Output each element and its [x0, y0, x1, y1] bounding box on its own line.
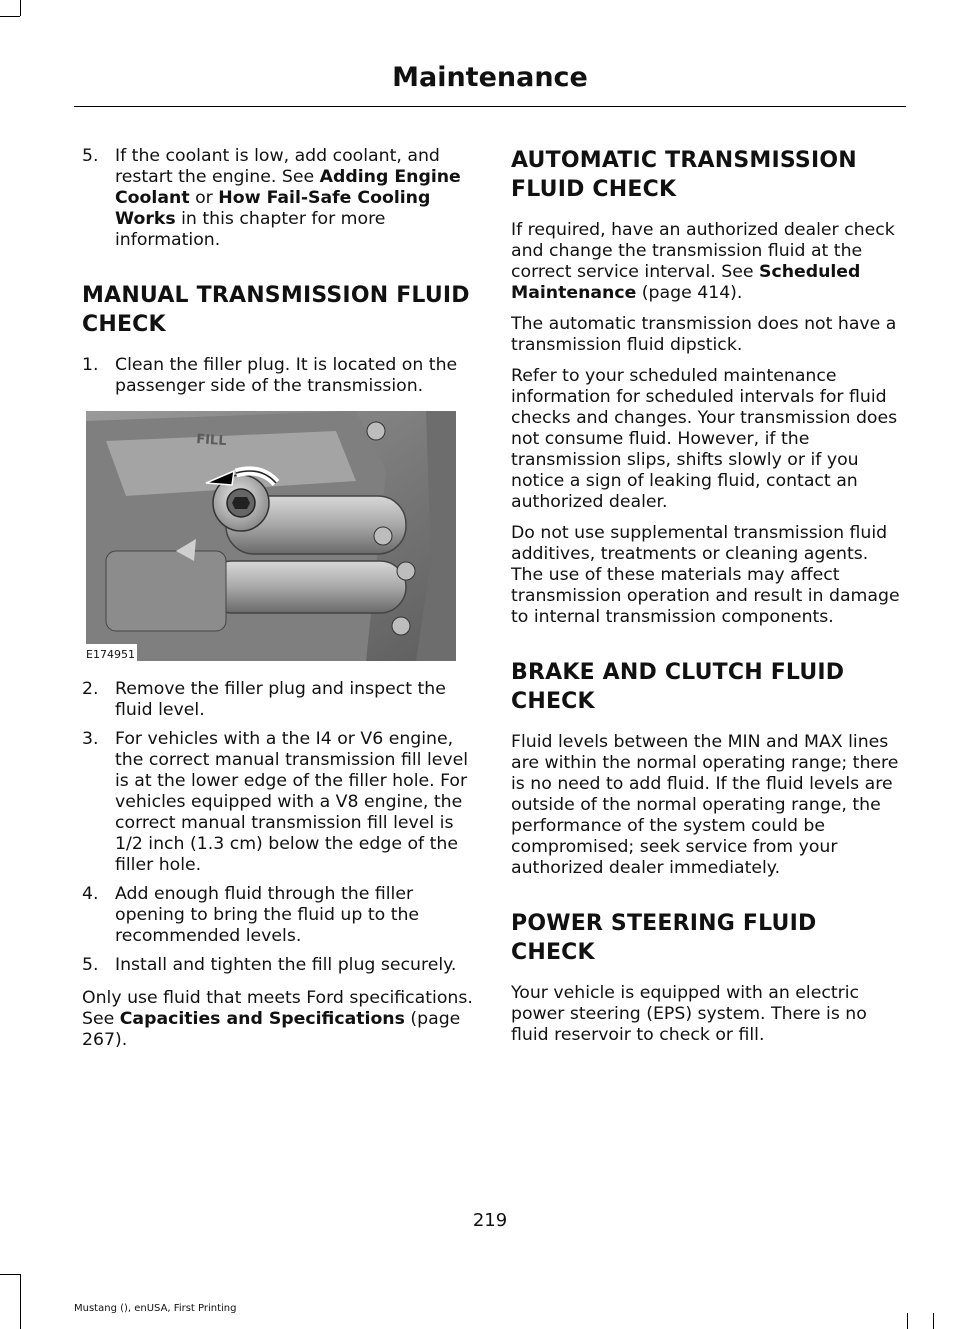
item-text: If the coolant is low, add coolant, and restart the engine. See [115, 146, 440, 187]
item-text: in this chapter for more information. [115, 209, 386, 250]
list-item [82, 146, 474, 251]
filler-plug-illustration [86, 411, 456, 661]
link-fail-safe-cooling[interactable]: How Fail-Safe Cooling Works [115, 188, 431, 229]
item-text: Remove the filler plug and inspect the fluid level. [115, 679, 446, 720]
fluid-note [82, 988, 474, 1051]
crop-mark [0, 16, 20, 17]
header-divider [74, 106, 906, 107]
section-heading-power-steering: POWER STEERING FLUID CHECK [511, 911, 817, 965]
figure-code: E174951 [84, 644, 137, 665]
right-column [511, 146, 905, 1056]
list-number: 1. [82, 355, 99, 375]
section-heading-brake-clutch: BRAKE AND CLUTCH FLUID CHECK [511, 660, 845, 714]
list-number: 5. [82, 146, 99, 166]
item-text: Install and tighten the fill plug securely. [115, 955, 457, 975]
paragraph: Do not use supplemental transmission fluid additives, treatments or cleaning agents. The use of these materials may affect transmission operation and result in damage to internal transmission components. [511, 523, 900, 627]
paragraph-text: (page 414). [636, 283, 743, 303]
page-title: Maintenance [392, 62, 588, 93]
link-capacities-specifications[interactable]: Capacities and Specifications [119, 1009, 405, 1029]
list-item [82, 355, 474, 397]
crop-mark [907, 1313, 908, 1329]
crop-mark [20, 0, 21, 16]
page-number: 219 [472, 1210, 508, 1231]
crop-mark [0, 1274, 20, 1275]
section-heading-automatic-transmission: AUTOMATIC TRANSMISSION FLUID CHECK [511, 148, 857, 202]
list-item [82, 679, 474, 721]
list-number: 4. [82, 884, 99, 904]
item-text: or [189, 188, 219, 208]
link-scheduled-maintenance[interactable]: Scheduled Maintenance [511, 262, 861, 303]
left-column [82, 146, 474, 1061]
paragraph [511, 220, 905, 304]
list-item [82, 884, 474, 947]
paragraph: The automatic transmission does not have a transmission fluid dipstick. [511, 314, 897, 355]
section-heading-manual-transmission: MANUAL TRANSMISSION FLUID CHECK [82, 283, 470, 337]
crop-mark [20, 1274, 21, 1329]
item-text: For vehicles with a the I4 or V6 engine, the correct manual transmission fill level is at the lower edge of the filler hole. For vehicles equipped with a V8 engine, the correct manual transmission fill level is 1/2 inch (1.3 cm) below the edge of the filler hole. [115, 729, 469, 875]
transmission-illustration [86, 411, 456, 661]
note-text: (page 267). [82, 1009, 461, 1050]
item-text: Clean the filler plug. It is located on the passenger side of the transmission. [115, 355, 458, 396]
list-item [82, 955, 474, 976]
fill-stamp: FILL [195, 432, 227, 450]
edition-footer: Mustang (), enUSA, First Printing [74, 1303, 237, 1314]
note-text: Only use fluid that meets Ford specifications. See [82, 988, 473, 1029]
paragraph-text: If required, have an authorized dealer check and change the transmission fluid at the correct service interval. See [511, 220, 895, 282]
paragraph: Refer to your scheduled maintenance information for scheduled intervals for fluid checks and changes. Your transmission does not consume fluid. However, if the transmission slips, shifts slowly or if you notice a sign of leaking fluid, contact an authorized dealer. [511, 366, 898, 512]
paragraph: Your vehicle is equipped with an electric power steering (EPS) system. There is no fluid reservoir to check or fill. [511, 983, 867, 1045]
link-adding-engine-coolant[interactable]: Adding Engine Coolant [115, 167, 461, 208]
list-number: 5. [82, 955, 99, 975]
paragraph: Fluid levels between the MIN and MAX lines are within the normal operating range; there is no need to add fluid. If the fluid levels are outside of the normal operating range, the performance of the system could be compromised; seek service from your authorized dealer immediately. [511, 732, 899, 878]
list-number: 2. [82, 679, 99, 699]
list-item [82, 729, 474, 876]
crop-mark [933, 1313, 934, 1329]
item-text: Add enough fluid through the filler opening to bring the fluid up to the recommended levels. [115, 884, 420, 946]
list-number: 3. [82, 729, 99, 749]
